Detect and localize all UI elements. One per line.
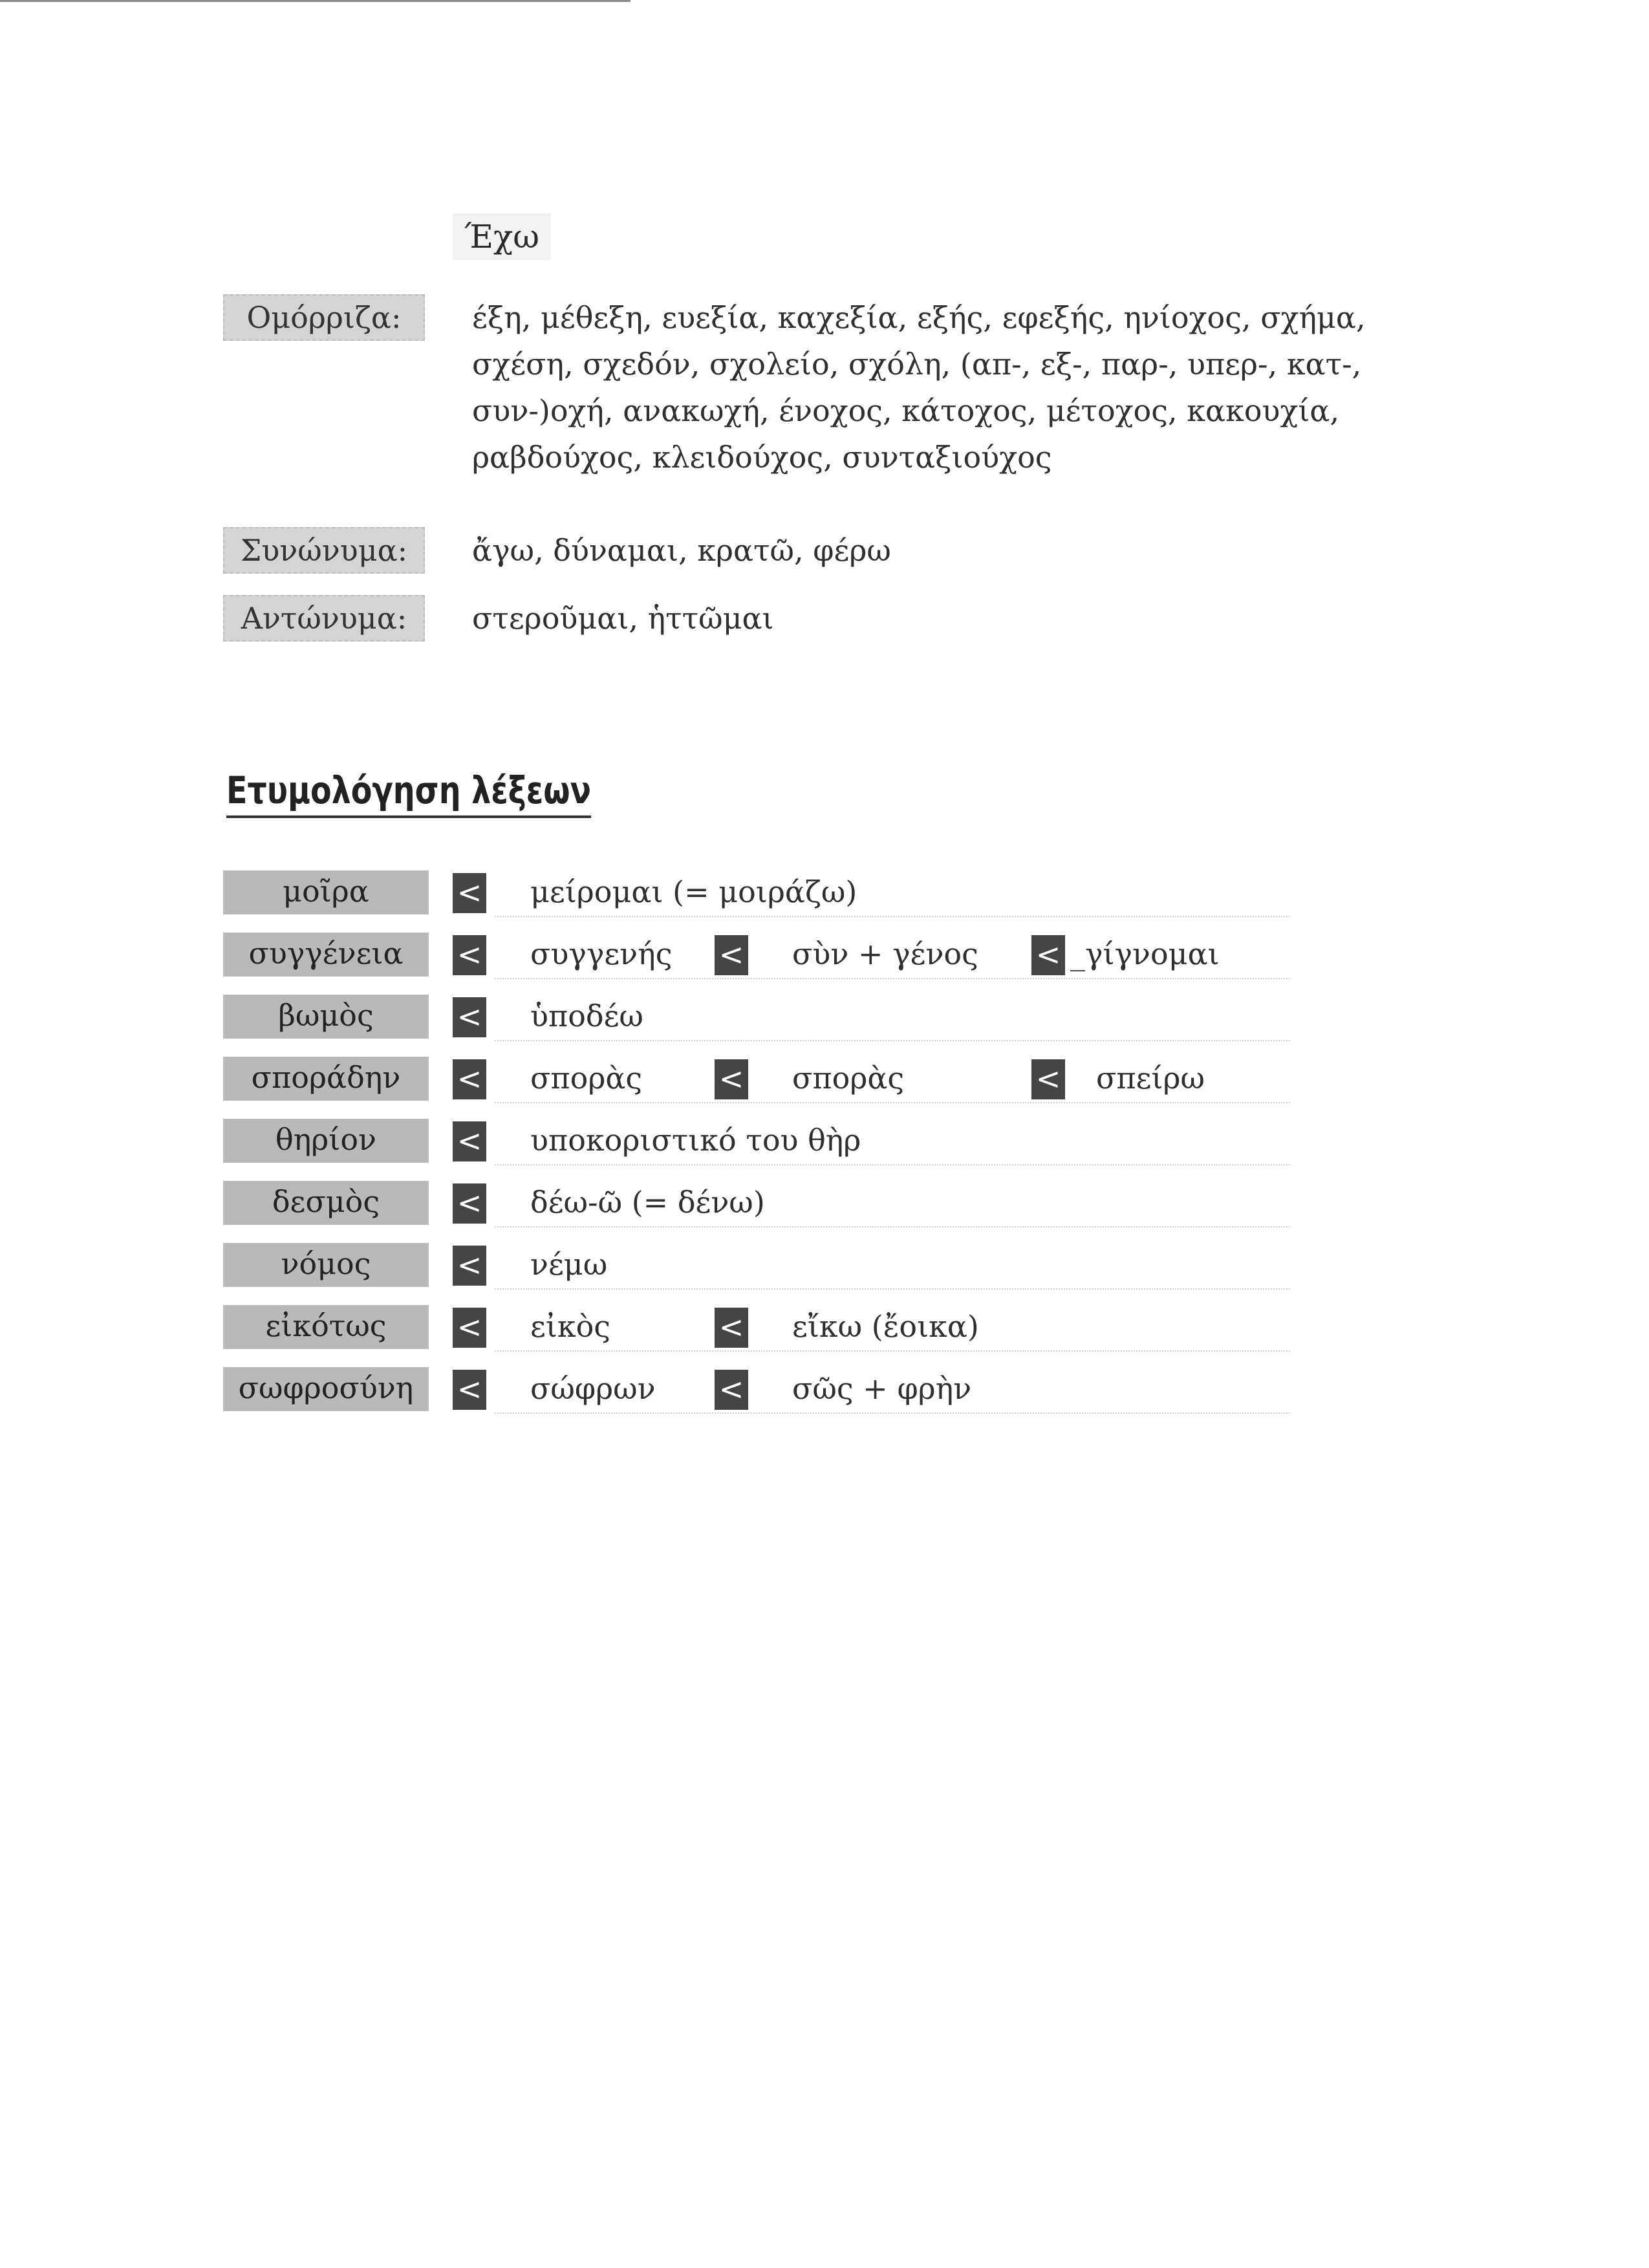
etymology-source: εἰκὸς — [530, 1309, 611, 1344]
related-words-line: ραβδούχος, κλειδούχος, συνταξιούχος — [472, 440, 1052, 475]
derives-from-arrow-icon: < — [453, 1246, 486, 1286]
etymology-headword: βωμὸς — [223, 995, 429, 1039]
etymology-source: συγγενής — [530, 936, 673, 971]
related-words-label: Ομόρριζα: — [223, 294, 425, 341]
derives-from-arrow-icon: < — [453, 1183, 486, 1224]
headword: Έχω — [453, 213, 551, 260]
etymology-source: σπορὰς — [530, 1061, 643, 1096]
etymology-headword: νόμος — [223, 1243, 429, 1287]
etymology-row — [223, 991, 1290, 1041]
etymology-row — [223, 867, 1290, 917]
etymology-row — [223, 1363, 1290, 1414]
etymology-source: δέω-ῶ (= δένω) — [530, 1185, 765, 1220]
etymology-row — [223, 1301, 1290, 1352]
related-words-text — [472, 294, 1610, 481]
etymology-source: σὺν + γένος — [792, 936, 978, 971]
etymology-headword: εἰκότως — [223, 1305, 429, 1349]
antonyms-line: στεροῦμαι, ἡττῶμαι — [472, 601, 774, 636]
derives-from-arrow-icon: < — [715, 935, 748, 975]
etymology-source: μείρομαι (= μοιράζω) — [530, 874, 857, 909]
related-words-line: σχέση, σχεδόν, σχολείο, σχόλη, (απ-, εξ-, παρ-, υπερ-, κατ-, — [472, 347, 1362, 382]
synonyms-text — [472, 527, 1610, 574]
etymology-row — [223, 1239, 1290, 1290]
etymology-headword: σωφροσύνη — [223, 1367, 429, 1411]
etymology-source: νέμω — [530, 1247, 608, 1282]
synonyms-line: ἄγω, δύναμαι, κρατῶ, φέρω — [472, 533, 891, 568]
derives-from-arrow-icon: < — [453, 935, 486, 975]
etymology-section-title: Ετυμολόγηση λέξεων — [226, 766, 591, 818]
related-words-line: συν-)οχή, ανακωχή, ένοχος, κάτοχος, μέτοχος, κακουχία, — [472, 393, 1340, 428]
derives-from-arrow-icon: < — [1031, 935, 1065, 975]
etymology-source: σώφρων — [530, 1371, 656, 1406]
scan-edge-line — [0, 0, 630, 2]
etymology-source: ὑποδέω — [530, 999, 643, 1033]
etymology-row — [223, 1053, 1290, 1103]
etymology-row — [223, 1115, 1290, 1165]
etymology-row — [223, 929, 1290, 979]
related-words-line: έξη, μέθεξη, ευεξία, καχεξία, εξής, εφεξής, ηνίοχος, σχήμα, — [472, 300, 1366, 335]
etymology-headword: σποράδην — [223, 1057, 429, 1101]
etymology-source: _γίγνομαι — [1070, 936, 1220, 971]
derives-from-arrow-icon: < — [715, 1370, 748, 1410]
antonyms-label: Αντώνυμα: — [223, 595, 425, 642]
derives-from-arrow-icon: < — [453, 1370, 486, 1410]
derives-from-arrow-icon: < — [715, 1308, 748, 1348]
etymology-source: σπείρω — [1096, 1061, 1205, 1096]
derives-from-arrow-icon: < — [453, 1121, 486, 1161]
etymology-source: σῶς + φρὴν — [792, 1371, 972, 1406]
derives-from-arrow-icon: < — [453, 1308, 486, 1348]
synonyms-label: Συνώνυμα: — [223, 527, 425, 574]
etymology-source: υποκοριστικό του θὴρ — [530, 1123, 861, 1158]
etymology-headword: συγγένεια — [223, 933, 429, 977]
etymology-headword: δεσμὸς — [223, 1181, 429, 1225]
etymology-headword: θηρίον — [223, 1119, 429, 1163]
derives-from-arrow-icon: < — [715, 1059, 748, 1099]
etymology-source: σπορὰς — [792, 1061, 905, 1096]
derives-from-arrow-icon: < — [453, 1059, 486, 1099]
etymology-headword: μοῖρα — [223, 870, 429, 914]
etymology-row — [223, 1177, 1290, 1227]
derives-from-arrow-icon: < — [453, 873, 486, 913]
antonyms-text — [472, 595, 1610, 642]
derives-from-arrow-icon: < — [1031, 1059, 1065, 1099]
derives-from-arrow-icon: < — [453, 997, 486, 1037]
etymology-source: εἴκω (ἔοικα) — [792, 1309, 979, 1344]
